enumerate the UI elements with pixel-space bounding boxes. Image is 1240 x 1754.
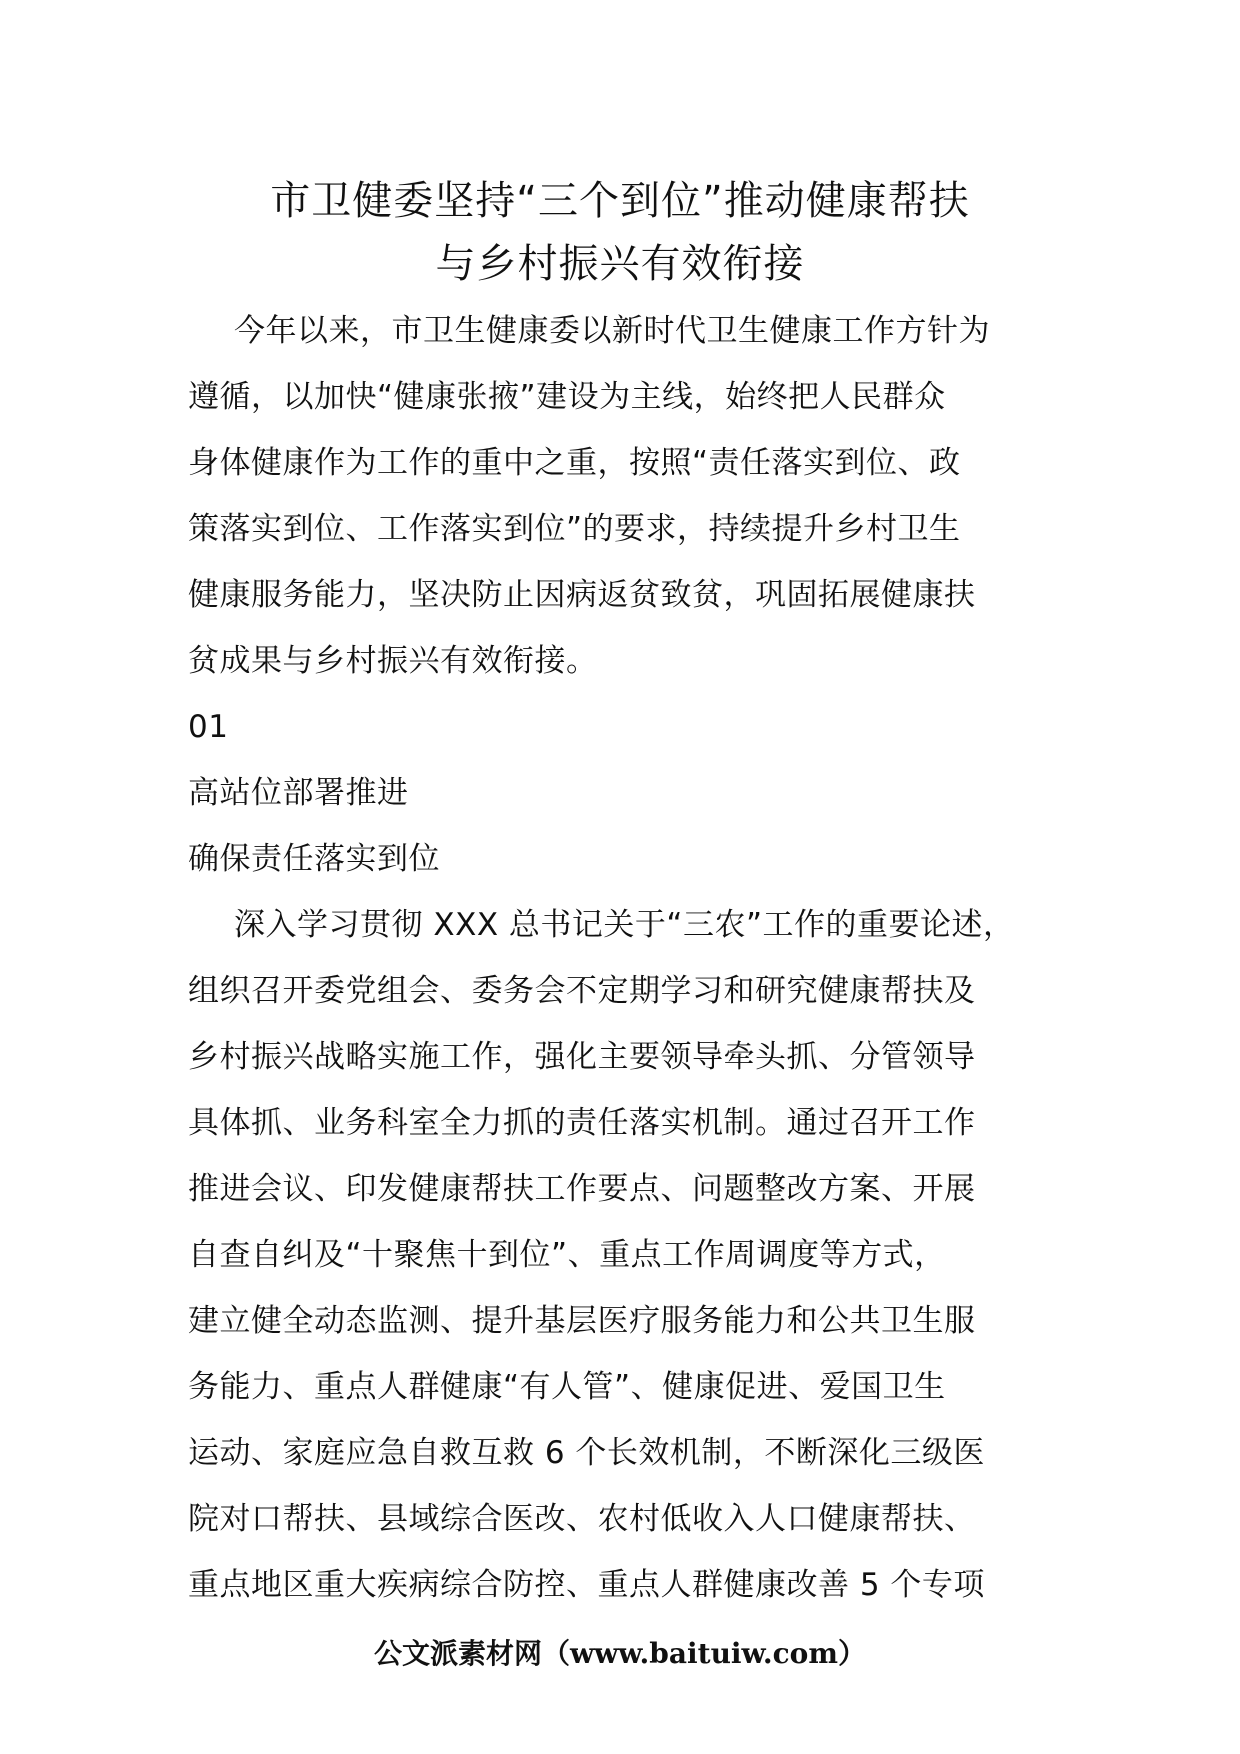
paragraph-line: 组织召开委党组会、委务会不定期学习和研究健康帮扶及 — [188, 973, 976, 1009]
paragraph-line: 乡村振兴战略实施工作，强化主要领导牵头抓、分管领导 — [188, 1039, 976, 1075]
paragraph-line: 务能力、重点人群健康“有人管”、健康促进、爱国卫生 — [188, 1369, 946, 1405]
intro-line: 健康服务能力，坚决防止因病返贫致贫，巩固拓展健康扶 — [188, 577, 976, 613]
document-title-line-2: 与乡村振兴有效衔接 — [435, 241, 805, 287]
paragraph-line: 运动、家庭应急自救互救 6 个长效机制，不断深化三级医 — [188, 1435, 985, 1471]
section-heading-line-2: 确保责任落实到位 — [188, 841, 440, 877]
document-body — [188, 298, 1068, 1618]
section-number: 01 — [188, 709, 229, 745]
intro-line: 贫成果与乡村振兴有效衔接。 — [188, 643, 598, 679]
paragraph-line: 重点地区重大疾病综合防控、重点人群健康改善 5 个专项 — [188, 1567, 985, 1603]
document-title-line-1: 市卫健委坚持“三个到位”推动健康帮扶 — [270, 178, 970, 224]
intro-line: 身体健康作为工作的重中之重，按照“责任落实到位、政 — [188, 445, 961, 481]
intro-line: 策落实到位、工作落实到位”的要求，持续提升乡村卫生 — [188, 511, 961, 547]
paragraph-line: 建立健全动态监测、提升基层医疗服务能力和公共卫生服 — [188, 1303, 976, 1339]
paragraph-line: 深入学习贯彻 XXX 总书记关于“三农”工作的重要论述， — [234, 907, 1015, 943]
intro-line: 今年以来，市卫生健康委以新时代卫生健康工作方针为 — [234, 313, 990, 349]
footer-watermark-text: 公文派素材网（www.baituiw.com） — [374, 1637, 866, 1670]
section-heading-line-1: 高站位部署推进 — [188, 775, 409, 811]
paragraph-line: 具体抓、业务科室全力抓的责任落实机制。通过召开工作 — [188, 1105, 976, 1141]
paragraph-line: 推进会议、印发健康帮扶工作要点、问题整改方案、开展 — [188, 1171, 976, 1207]
paragraph-line: 自查自纠及“十聚焦十到位”、重点工作周调度等方式， — [188, 1237, 946, 1273]
paragraph-line: 院对口帮扶、县域综合医改、农村低收入人口健康帮扶、 — [188, 1501, 976, 1537]
intro-line: 遵循，以加快“健康张掖”建设为主线，始终把人民群众 — [188, 379, 946, 415]
